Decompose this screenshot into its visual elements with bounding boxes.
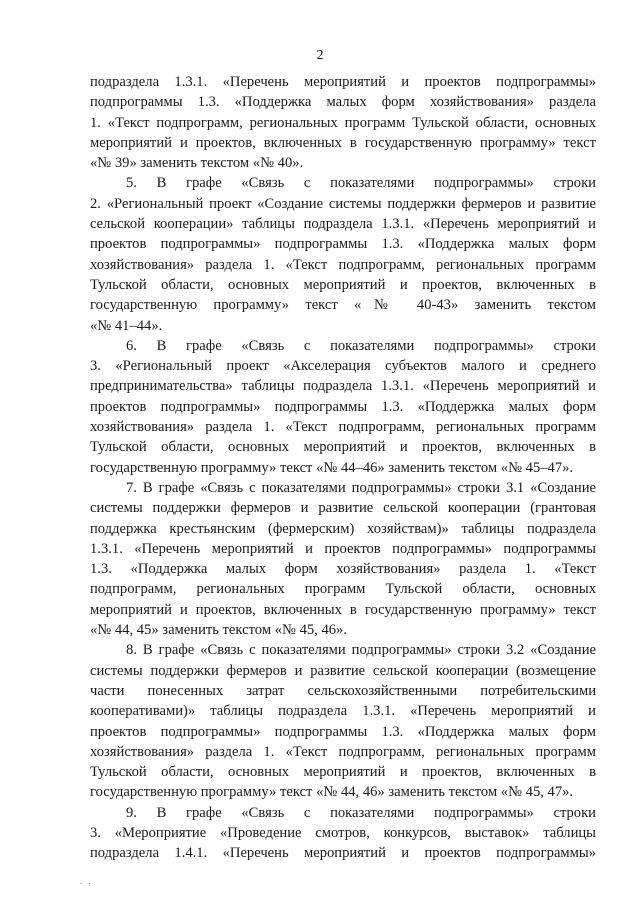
text-line: 6. В графе «Связь с показателями подпрограммы» строки: [126, 337, 596, 354]
text-line: поддержка крестьянским (фермерским) хозяйствам)» таблицы подраздела: [90, 520, 596, 537]
text-line: государственную программу» текст «№ 44–46» заменить текстом «№ 45–47».: [90, 459, 574, 476]
text-line: государственную программу» текст «№ 44, 46» заменить текстом «№ 45, 47».: [90, 784, 574, 801]
text-line: 2. «Региональный проект «Создание системы поддержки фермеров и развитие: [90, 195, 596, 212]
text-line: сельской кооперации» таблицы подраздела 1.3.1. «Перечень мероприятий и: [90, 216, 596, 233]
text-line: 5. В графе «Связь с показателями подпрограммы» строки: [126, 175, 596, 192]
text-line: мероприятий и проектов, включенных в государственную программу» текст: [90, 134, 596, 151]
text-line: «№ 39» заменить текстом «№ 40».: [90, 155, 304, 172]
text-line: «№ 41–44».: [90, 317, 163, 334]
text-line: 1.3.1. «Перечень мероприятий и проектов подпрограммы» подпрограммы: [90, 540, 596, 557]
scan-mark: . .: [80, 876, 93, 886]
text-line: 1. «Текст подпрограмм, региональных программ Тульской области, основных: [90, 114, 596, 131]
text-line: части понесенных затрат сельскохозяйственными потребительскими: [90, 682, 596, 699]
text-line: подраздела 1.3.1. «Перечень мероприятий и проектов подпрограммы»: [90, 74, 596, 90]
text-line: Тульской области, основных мероприятий и проектов, включенных в: [90, 764, 596, 781]
text-line: 3. «Региональный проект «Акселерация субъектов малого и среднего: [90, 358, 596, 375]
text-line: проектов подпрограммы» подпрограммы 1.3. «Поддержка малых форм: [90, 723, 596, 740]
text-line: хозяйствования» раздела 1. «Текст подпрограмм, региональных программ: [90, 256, 596, 273]
text-line: мероприятий и проектов, включенных в государственную программу» текст: [90, 601, 596, 618]
text-line: системы поддержки фермеров и развитие сельской кооперации (грантовая: [90, 500, 596, 517]
text-line: Тульской области, основных мероприятий и проектов, включенных в: [90, 439, 596, 456]
text-line: проектов подпрограммы» подпрограммы 1.3. «Поддержка малых форм: [90, 236, 596, 253]
text-line: подпрограммы 1.3. «Поддержка малых форм хозяйствования» раздела: [90, 94, 596, 111]
text-line: 7. В графе «Связь с показателями подпрограммы» строки 3.1 «Создание: [126, 479, 596, 496]
text-line: Тульской области, основных мероприятий и проектов, включенных в: [90, 276, 596, 293]
document-body: [90, 72, 596, 864]
text-line: 1.3. «Поддержка малых форм хозяйствования» раздела 1. «Текст: [90, 561, 596, 578]
text-line: проектов подпрограммы» подпрограммы 1.3. «Поддержка малых форм: [90, 398, 596, 415]
text-line: 3. «Мероприятие «Проведение смотров, конкурсов, выставок» таблицы: [90, 824, 596, 841]
text-line: 9. В графе «Связь с показателями подпрограммы» строки: [126, 804, 596, 821]
text-line: предпринимательства» таблицы подраздела 1.3.1. «Перечень мероприятий и: [90, 378, 596, 395]
text-line: хозяйствования» раздела 1. «Текст подпрограмм, региональных программ: [90, 419, 596, 436]
text-line: государственную программу» текст «№ 40-43» заменить текстом: [90, 297, 596, 314]
text-line: системы поддержки фермеров и развитие сельской кооперации (возмещение: [90, 662, 596, 679]
text-line: подпрограмм, региональных программ Тульской области, основных: [90, 581, 596, 598]
text-line: подраздела 1.4.1. «Перечень мероприятий и проектов подпрограммы»: [90, 845, 596, 862]
text-line: хозяйствования» раздела 1. «Текст подпрограмм, региональных программ: [90, 743, 596, 760]
text-line: «№ 44, 45» заменить текстом «№ 45, 46».: [90, 622, 348, 639]
page-number: 2: [316, 48, 324, 63]
text-line: кооперативами)» таблицы подраздела 1.3.1. «Перечень мероприятий и: [90, 703, 596, 720]
text-line: 8. В графе «Связь с показателями подпрограммы» строки 3.2 «Создание: [126, 642, 596, 659]
